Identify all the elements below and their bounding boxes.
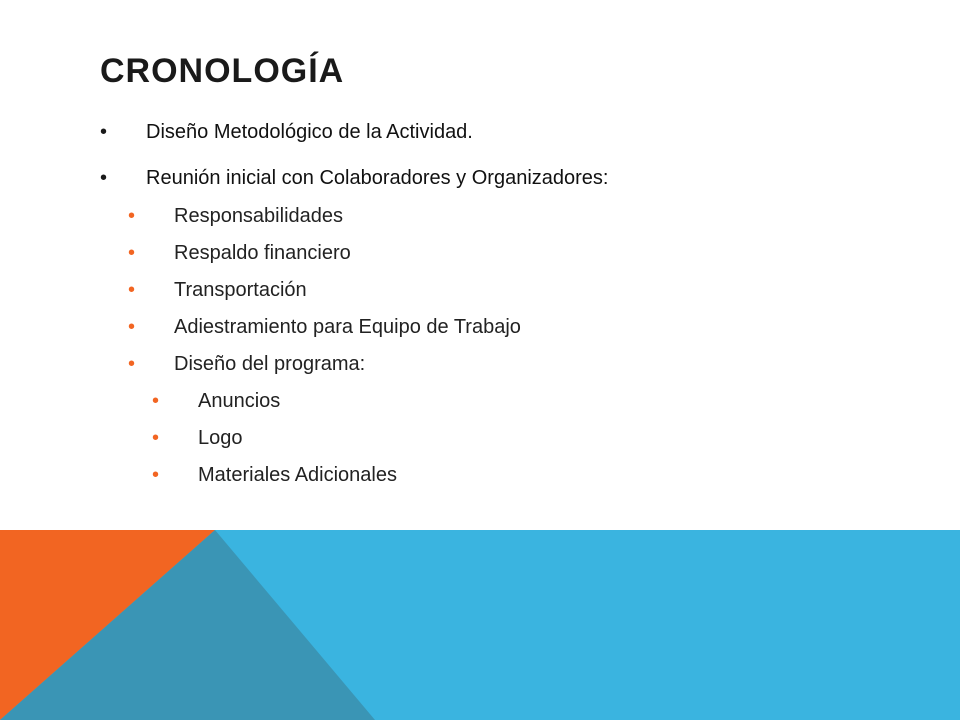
bullet-text: Responsabilidades (174, 205, 344, 227)
bullet-item (0, 117, 900, 147)
bullet-text: Materiales Adicionales (198, 464, 397, 486)
sub-sub-bullet-item (0, 388, 900, 414)
bullet-dot-icon: • (128, 279, 136, 301)
bullet-dot-icon: • (152, 427, 160, 449)
sub-bullet-item (0, 203, 900, 229)
bullet-dot-icon: • (100, 121, 108, 143)
bullet-dot-icon: • (128, 205, 136, 227)
bullet-dot-icon: • (152, 390, 160, 412)
sub-bullet-item (0, 277, 900, 303)
bullet-dot-icon: • (128, 353, 136, 375)
slide-title: CRONOLOGÍA (100, 52, 345, 90)
bullet-text: Reunión inicial con Colaboradores y Organizadores: (146, 167, 609, 189)
bullet-text: Transportación (174, 279, 307, 301)
bullet-item (0, 163, 900, 193)
sub-sub-bullet-item (0, 425, 900, 451)
decorative-footer-band (0, 530, 960, 720)
sub-bullet-item (0, 240, 900, 266)
bullet-text: Respaldo financiero (174, 242, 351, 264)
sub-sub-bullet-item (0, 462, 900, 488)
bullet-text: Anuncios (198, 390, 281, 412)
bullet-text: Diseño Metodológico de la Actividad. (146, 121, 473, 143)
bullet-dot-icon: • (128, 242, 136, 264)
sub-bullet-item (0, 314, 900, 340)
bullet-text: Adiestramiento para Equipo de Trabajo (174, 316, 521, 338)
bullet-list (0, 117, 900, 499)
bullet-dot-icon: • (152, 464, 160, 486)
bullet-dot-icon: • (128, 316, 136, 338)
sub-bullet-item (0, 351, 900, 377)
bullet-text: Logo (198, 427, 243, 449)
bullet-text: Diseño del programa: (174, 353, 366, 375)
bullet-dot-icon: • (100, 167, 108, 189)
